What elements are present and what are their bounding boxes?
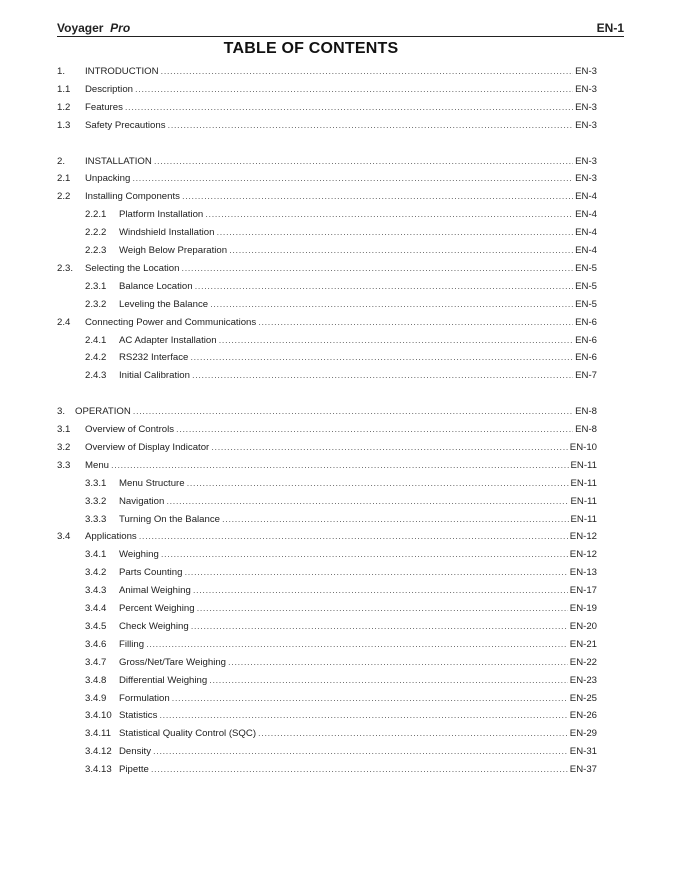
toc-entry-number: 2.3. <box>57 262 74 274</box>
toc-entry-number: 3.4.5 <box>85 620 107 632</box>
toc-entry-number: 3.4.13 <box>85 764 112 776</box>
toc-entry-title: INTRODUCTION <box>85 66 159 77</box>
toc-entry-title: Weighing <box>119 549 159 561</box>
toc-dot-leader <box>190 352 573 363</box>
toc-entry-title: Installing Components <box>85 191 180 203</box>
toc-entry-number: 2.1 <box>57 173 71 185</box>
toc-entry[interactable] <box>57 263 597 279</box>
toc-entry-number: 2.2.1 <box>85 209 107 221</box>
toc-entry[interactable] <box>57 496 597 512</box>
toc-entry-title: Unpacking <box>85 173 131 185</box>
toc-entry-title: Filling <box>119 638 145 650</box>
toc-entry-page: EN-26 <box>569 710 597 722</box>
toc-entry-number: 3.4.10 <box>85 710 112 722</box>
toc-entry[interactable] <box>57 173 597 189</box>
toc-entry-page: EN-11 <box>570 459 597 471</box>
toc-entry-page: EN-7 <box>575 370 597 382</box>
toc-entry-number: 3.4.12 <box>85 746 112 758</box>
toc-entry-number: 3.4.6 <box>85 638 107 650</box>
toc-entry-number: 3.1 <box>57 424 71 435</box>
toc-entry-page: EN-8 <box>575 406 597 418</box>
toc-entry-page: EN-19 <box>569 603 597 614</box>
toc-dot-leader <box>258 317 573 328</box>
toc-entry-page: EN-3 <box>575 66 597 77</box>
toc-dot-leader <box>176 424 573 435</box>
toc-dot-leader <box>195 281 574 292</box>
toc-entry[interactable] <box>57 227 597 243</box>
toc-dot-leader <box>146 639 568 650</box>
toc-entry-title: Connecting Power and Communications <box>85 316 257 328</box>
toc-entry[interactable] <box>57 764 597 780</box>
toc-entry[interactable] <box>57 335 597 351</box>
toc-entry-number: 3.4.8 <box>85 674 107 686</box>
toc-entry-number: 3.3.2 <box>85 495 107 507</box>
toc-entry-page: EN-37 <box>569 764 597 776</box>
toc-entry[interactable] <box>57 693 597 709</box>
toc-entry-number: 2. <box>57 155 66 167</box>
toc-entry-number: 3.4.9 <box>85 692 107 704</box>
toc-dot-leader <box>161 66 574 77</box>
toc-dot-leader <box>205 209 573 220</box>
toc-entry-title: Selecting the Location <box>85 262 180 274</box>
toc-entry-page: EN-11 <box>570 513 597 525</box>
toc-entry[interactable] <box>57 424 597 440</box>
toc-dot-leader <box>219 335 574 346</box>
toc-entry-page: EN-5 <box>575 262 597 274</box>
toc-entry-title: Density <box>119 746 151 758</box>
toc-entry-title: Applications <box>85 531 137 543</box>
toc-entry-title: Statistical Quality Control (SQC) <box>119 728 257 740</box>
toc-dot-leader <box>153 746 568 757</box>
toc-dot-leader <box>168 120 574 131</box>
toc-dot-leader <box>258 728 568 739</box>
toc-entry-title: Gross/Net/Tare Weighing <box>119 656 226 668</box>
toc-dot-leader <box>181 263 573 274</box>
toc-dot-leader <box>222 514 569 525</box>
toc-dot-leader <box>210 299 573 310</box>
toc-entry-number: 3.3.1 <box>85 477 107 489</box>
page-title: TABLE OF CONTENTS <box>223 40 399 57</box>
toc-dot-leader <box>166 496 568 507</box>
toc-entry-title: OPERATION <box>75 406 131 418</box>
toc-entry-title: Pipette <box>119 764 149 776</box>
toc-entry-page: EN-23 <box>569 674 597 686</box>
toc-entry-page: EN-25 <box>569 692 597 704</box>
toc-entry-page: EN-4 <box>575 227 597 239</box>
toc-entry-title: Windshield Installation <box>119 227 215 239</box>
toc-dot-leader <box>229 245 573 256</box>
toc-entry-title: Check Weighing <box>119 620 189 632</box>
toc-entry-number: 2.2.2 <box>85 227 107 239</box>
toc-entry-number: 2.4 <box>57 316 71 328</box>
toc-entry[interactable] <box>57 156 597 172</box>
toc-entry-title: Menu <box>85 459 109 471</box>
toc-entry-page: EN-3 <box>575 173 597 185</box>
toc-entry[interactable] <box>57 460 597 476</box>
toc-entry-number: 3.4.2 <box>85 567 107 579</box>
toc-entry-page: EN-29 <box>569 728 597 740</box>
toc-entry-number: 3.3.3 <box>85 513 107 525</box>
toc-entry-page: EN-12 <box>569 549 597 561</box>
toc-entry-number: 2.4.3 <box>85 370 107 382</box>
toc-entry-page: EN-20 <box>569 620 597 632</box>
toc-entry[interactable] <box>57 299 597 315</box>
toc-dot-leader <box>125 102 573 113</box>
toc-entry-number: 1.2 <box>57 101 71 113</box>
toc-entry[interactable] <box>57 102 597 118</box>
toc-entry[interactable] <box>57 728 597 744</box>
toc-entry-page: EN-3 <box>575 101 597 113</box>
toc-entry-number: 1. <box>57 66 66 77</box>
toc-dot-leader <box>191 621 568 632</box>
toc-entry-page: EN-13 <box>569 567 597 579</box>
toc-entry[interactable] <box>57 245 597 261</box>
toc-entry[interactable] <box>57 603 597 619</box>
toc-entry-page: EN-22 <box>569 656 597 668</box>
toc-entry-title: Differential Weighing <box>119 674 208 686</box>
toc-dot-leader <box>139 531 568 542</box>
toc-entry-page: EN-31 <box>569 746 597 758</box>
toc-entry-page: EN-11 <box>570 477 597 489</box>
toc-entry[interactable] <box>57 406 597 422</box>
toc-entry-title: Parts Counting <box>119 567 183 579</box>
toc-entry-page: EN-3 <box>575 155 597 167</box>
toc-entry-number: 3.3 <box>57 459 71 471</box>
toc-entry-title: Safety Precautions <box>85 119 166 131</box>
toc-entry[interactable] <box>57 478 597 494</box>
toc-entry-number: 3.4.7 <box>85 656 107 668</box>
toc-entry-page: EN-6 <box>575 334 597 346</box>
toc-entry[interactable] <box>57 66 597 82</box>
toc-entry-title: Balance Location <box>119 280 193 292</box>
toc-entry-number: 3. <box>57 406 66 418</box>
toc-entry-page: EN-21 <box>569 638 597 650</box>
toc-dot-leader <box>197 603 568 614</box>
toc-entry-number: 2.2.3 <box>85 245 107 256</box>
toc-dot-leader <box>182 191 573 202</box>
toc-entry[interactable] <box>57 191 597 207</box>
toc-entry-page: EN-4 <box>575 209 597 221</box>
toc-dot-leader <box>187 478 569 489</box>
toc-entry-title: Formulation <box>119 692 170 704</box>
toc-entry[interactable] <box>57 567 597 583</box>
toc-entry-number: 2.3.2 <box>85 298 107 310</box>
toc-entry-number: 1.3 <box>57 119 71 131</box>
toc-dot-leader <box>133 406 573 417</box>
toc-dot-leader <box>172 693 568 704</box>
header-variant: Pro <box>110 21 131 35</box>
toc-entry-title: Overview of Display Indicator <box>85 441 210 453</box>
toc-dot-leader <box>154 156 573 167</box>
toc-entry-page: EN-4 <box>575 245 597 256</box>
toc-entry-title: Percent Weighing <box>119 603 195 614</box>
toc-entry-title: Animal Weighing <box>119 585 191 597</box>
toc-entry-number: 2.2 <box>57 191 71 203</box>
toc-entry-page: EN-3 <box>575 83 597 95</box>
toc-entry[interactable] <box>57 352 597 368</box>
toc-entry-title: Navigation <box>119 495 165 507</box>
toc-entry-title: Platform Installation <box>119 209 204 221</box>
toc-entry-title: Leveling the Balance <box>119 298 209 310</box>
toc-entry-title: INSTALLATION <box>85 155 152 167</box>
toc-entry-number: 3.4 <box>57 531 71 543</box>
toc-dot-leader <box>216 227 573 238</box>
toc-entry[interactable] <box>57 209 597 225</box>
toc-entry-title: Weigh Below Preparation <box>119 245 228 256</box>
toc-entry-page: EN-10 <box>569 441 597 453</box>
toc-entry-number: 1.1 <box>57 83 71 95</box>
toc-entry-page: EN-5 <box>575 298 597 310</box>
toc-entry-title: RS232 Interface <box>119 352 189 364</box>
toc-entry[interactable] <box>57 514 597 530</box>
toc-entry-number: 2.4.2 <box>85 352 107 364</box>
header-product: Voyager <box>57 21 104 35</box>
toc-entry-title: Overview of Controls <box>85 424 175 435</box>
toc-entry[interactable] <box>57 585 597 601</box>
toc-dot-leader <box>209 675 568 686</box>
toc-entry[interactable] <box>57 675 597 691</box>
toc-entry-number: 3.4.11 <box>85 728 111 740</box>
toc-dot-leader <box>161 549 568 560</box>
toc-entry-page: EN-6 <box>575 352 597 364</box>
toc-entry-number: 3.4.3 <box>85 585 107 597</box>
toc-entry[interactable] <box>57 549 597 565</box>
toc-entry[interactable] <box>57 657 597 673</box>
toc-entry[interactable] <box>57 84 597 100</box>
toc-entry[interactable] <box>57 281 597 297</box>
toc-entry-title: Turning On the Balance <box>119 513 220 525</box>
toc-dot-leader <box>159 710 567 721</box>
toc-dot-leader <box>151 764 568 775</box>
toc-entry-title: Menu Structure <box>119 477 185 489</box>
toc-entry-title: Description <box>85 83 133 95</box>
toc-dot-leader <box>132 173 573 184</box>
toc-entry-number: 2.4.1 <box>85 334 107 346</box>
toc-entry[interactable] <box>57 370 597 386</box>
toc-entry[interactable] <box>57 120 597 136</box>
toc-entry-page: EN-12 <box>569 531 597 543</box>
toc-entry-number: 2.3.1 <box>85 280 107 292</box>
toc-entry-number: 3.4.4 <box>85 603 107 614</box>
toc-entry-number: 3.2 <box>57 441 71 453</box>
toc-entry[interactable] <box>57 442 597 458</box>
toc-dot-leader <box>184 567 567 578</box>
toc-entry-title: Statistics <box>119 710 158 722</box>
header-page-number: EN-1 <box>596 21 624 35</box>
toc-entry[interactable] <box>57 317 597 333</box>
toc-dot-leader <box>228 657 568 668</box>
toc-entry[interactable] <box>57 531 597 547</box>
toc-dot-leader <box>192 370 573 381</box>
toc-entry-page: EN-6 <box>575 316 597 328</box>
toc-dot-leader <box>135 84 573 95</box>
toc-dot-leader <box>111 460 569 471</box>
toc-entry-page: EN-11 <box>570 495 597 507</box>
toc-entry[interactable] <box>57 639 597 655</box>
toc-entry-title: AC Adapter Installation <box>119 334 217 346</box>
toc-entry-page: EN-3 <box>575 119 597 131</box>
toc-entry-page: EN-8 <box>575 424 597 435</box>
toc-entry-page: EN-5 <box>575 280 597 292</box>
toc-entry[interactable] <box>57 621 597 637</box>
toc-entry-title: Features <box>85 101 123 113</box>
toc-dot-leader <box>193 585 568 596</box>
toc-entry[interactable] <box>57 710 597 726</box>
toc-dot-leader <box>211 442 568 453</box>
toc-entry-number: 3.4.1 <box>85 549 107 561</box>
toc-entry-page: EN-17 <box>569 585 597 597</box>
toc-entry-page: EN-4 <box>575 191 597 203</box>
toc-entry[interactable] <box>57 746 597 762</box>
toc-entry-title: Initial Calibration <box>119 370 190 382</box>
